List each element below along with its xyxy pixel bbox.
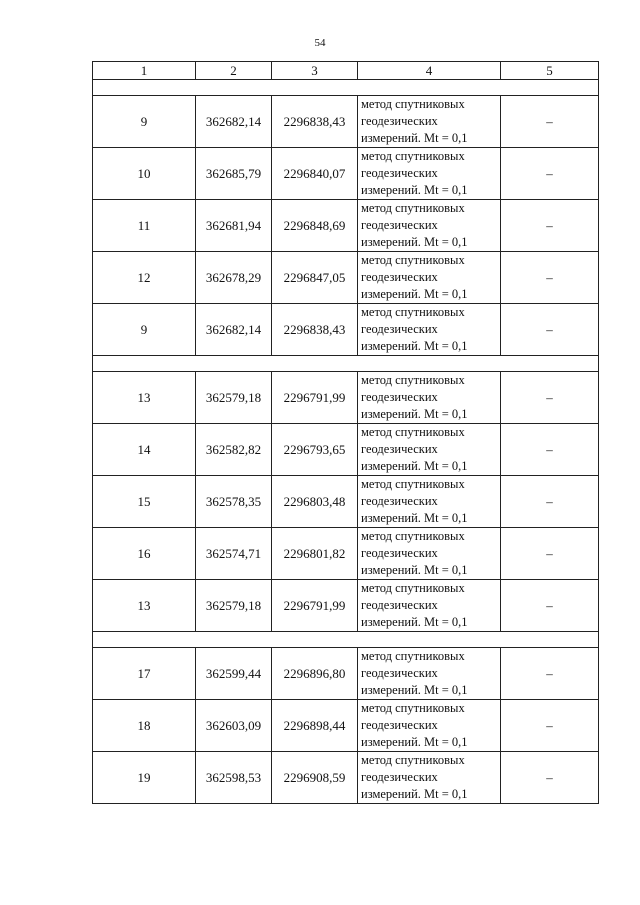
table-row <box>93 200 599 252</box>
method-text-line: измерений. Mt = 0,1 <box>361 511 468 525</box>
y-coordinate-cell: 2296803,48 <box>272 476 358 528</box>
method-text-line: измерений. Mt = 0,1 <box>361 131 468 145</box>
method-text-line: метод спутниковых <box>361 701 465 715</box>
method-text-line: геодезических <box>361 270 438 284</box>
method-cell <box>358 528 501 580</box>
table-row <box>93 700 599 752</box>
note-cell: – <box>501 752 599 804</box>
method-cell <box>358 372 501 424</box>
method-text-line: метод спутниковых <box>361 529 465 543</box>
method-text-line: геодезических <box>361 322 438 336</box>
table-row <box>93 424 599 476</box>
point-number-cell: 9 <box>93 96 196 148</box>
method-text-line: измерений. Mt = 0,1 <box>361 459 468 473</box>
x-coordinate-cell: 362578,35 <box>196 476 272 528</box>
method-text-line: метод спутниковых <box>361 373 465 387</box>
header-cell-2: 2 <box>196 62 272 80</box>
method-text-line: измерений. Mt = 0,1 <box>361 787 468 801</box>
y-coordinate-cell: 2296896,80 <box>272 648 358 700</box>
method-text-line: метод спутниковых <box>361 149 465 163</box>
method-text-line: измерений. Mt = 0,1 <box>361 563 468 577</box>
method-text-line: геодезических <box>361 718 438 732</box>
x-coordinate-cell: 362682,14 <box>196 96 272 148</box>
x-coordinate-cell: 362574,71 <box>196 528 272 580</box>
y-coordinate-cell: 2296801,82 <box>272 528 358 580</box>
y-coordinate-cell: 2296898,44 <box>272 700 358 752</box>
y-coordinate-cell: 2296791,99 <box>272 580 358 632</box>
group-separator-cell <box>93 80 599 96</box>
method-cell <box>358 476 501 528</box>
y-coordinate-cell: 2296840,07 <box>272 148 358 200</box>
x-coordinate-cell: 362682,14 <box>196 304 272 356</box>
method-text-line: геодезических <box>361 546 438 560</box>
method-text-line: геодезических <box>361 494 438 508</box>
x-coordinate-cell: 362598,53 <box>196 752 272 804</box>
point-number-cell: 9 <box>93 304 196 356</box>
method-text-line: измерений. Mt = 0,1 <box>361 287 468 301</box>
method-text-line: геодезических <box>361 166 438 180</box>
method-cell <box>358 648 501 700</box>
method-text-line: измерений. Mt = 0,1 <box>361 183 468 197</box>
note-cell: – <box>501 148 599 200</box>
point-number-cell: 13 <box>93 372 196 424</box>
method-cell <box>358 580 501 632</box>
method-text-line: метод спутниковых <box>361 581 465 595</box>
note-cell: – <box>501 252 599 304</box>
method-text-line: измерений. Mt = 0,1 <box>361 339 468 353</box>
point-number-cell: 19 <box>93 752 196 804</box>
method-cell <box>358 304 501 356</box>
point-number-cell: 12 <box>93 252 196 304</box>
method-text-line: метод спутниковых <box>361 649 465 663</box>
note-cell: – <box>501 580 599 632</box>
note-cell: – <box>501 304 599 356</box>
method-text-line: геодезических <box>361 390 438 404</box>
point-number-cell: 10 <box>93 148 196 200</box>
method-text-line: метод спутниковых <box>361 97 465 111</box>
y-coordinate-cell: 2296838,43 <box>272 304 358 356</box>
header-cell-4: 4 <box>358 62 501 80</box>
note-cell: – <box>501 372 599 424</box>
header-cell-5: 5 <box>501 62 599 80</box>
group-separator-cell <box>93 632 599 648</box>
method-text-line: метод спутниковых <box>361 305 465 319</box>
method-text-line: измерений. Mt = 0,1 <box>361 735 468 749</box>
table-row <box>93 252 599 304</box>
method-text-line: метод спутниковых <box>361 477 465 491</box>
header-cell-1: 1 <box>93 62 196 80</box>
x-coordinate-cell: 362582,82 <box>196 424 272 476</box>
table-row <box>93 96 599 148</box>
x-coordinate-cell: 362603,09 <box>196 700 272 752</box>
method-text-line: метод спутниковых <box>361 201 465 215</box>
method-text-line: измерений. Mt = 0,1 <box>361 407 468 421</box>
point-number-cell: 15 <box>93 476 196 528</box>
table-row <box>93 752 599 804</box>
method-text-line: геодезических <box>361 114 438 128</box>
table-row <box>93 372 599 424</box>
method-text-line: метод спутниковых <box>361 753 465 767</box>
y-coordinate-cell: 2296908,59 <box>272 752 358 804</box>
y-coordinate-cell: 2296848,69 <box>272 200 358 252</box>
note-cell: – <box>501 96 599 148</box>
note-cell: – <box>501 528 599 580</box>
table-row <box>93 528 599 580</box>
method-text-line: геодезических <box>361 218 438 232</box>
group-separator-row <box>93 356 599 372</box>
group-separator-cell <box>93 356 599 372</box>
table-row <box>93 648 599 700</box>
y-coordinate-cell: 2296847,05 <box>272 252 358 304</box>
group-separator-row <box>93 80 599 96</box>
table-row <box>93 304 599 356</box>
method-cell <box>358 424 501 476</box>
method-text-line: метод спутниковых <box>361 253 465 267</box>
y-coordinate-cell: 2296793,65 <box>272 424 358 476</box>
y-coordinate-cell: 2296838,43 <box>272 96 358 148</box>
point-number-cell: 18 <box>93 700 196 752</box>
header-row <box>93 62 599 80</box>
point-number-cell: 16 <box>93 528 196 580</box>
method-cell <box>358 200 501 252</box>
note-cell: – <box>501 700 599 752</box>
point-number-cell: 13 <box>93 580 196 632</box>
method-text-line: геодезических <box>361 666 438 680</box>
x-coordinate-cell: 362599,44 <box>196 648 272 700</box>
table-row <box>93 476 599 528</box>
method-text-line: геодезических <box>361 598 438 612</box>
note-cell: – <box>501 424 599 476</box>
group-separator-row <box>93 632 599 648</box>
x-coordinate-cell: 362678,29 <box>196 252 272 304</box>
method-cell <box>358 148 501 200</box>
method-text-line: измерений. Mt = 0,1 <box>361 235 468 249</box>
method-text-line: геодезических <box>361 770 438 784</box>
page-number: 54 <box>314 37 326 49</box>
coordinates-table-body <box>93 62 599 804</box>
x-coordinate-cell: 362579,18 <box>196 372 272 424</box>
coordinates-table <box>92 61 599 804</box>
method-cell <box>358 752 501 804</box>
point-number-cell: 11 <box>93 200 196 252</box>
method-cell <box>358 96 501 148</box>
table-row <box>93 580 599 632</box>
method-text-line: измерений. Mt = 0,1 <box>361 683 468 697</box>
method-text-line: измерений. Mt = 0,1 <box>361 615 468 629</box>
method-text-line: геодезических <box>361 442 438 456</box>
method-text-line: метод спутниковых <box>361 425 465 439</box>
method-cell <box>358 700 501 752</box>
y-coordinate-cell: 2296791,99 <box>272 372 358 424</box>
note-cell: – <box>501 648 599 700</box>
note-cell: – <box>501 476 599 528</box>
method-cell <box>358 252 501 304</box>
point-number-cell: 17 <box>93 648 196 700</box>
x-coordinate-cell: 362681,94 <box>196 200 272 252</box>
table-row <box>93 148 599 200</box>
header-cell-3: 3 <box>272 62 358 80</box>
x-coordinate-cell: 362685,79 <box>196 148 272 200</box>
point-number-cell: 14 <box>93 424 196 476</box>
note-cell: – <box>501 200 599 252</box>
x-coordinate-cell: 362579,18 <box>196 580 272 632</box>
